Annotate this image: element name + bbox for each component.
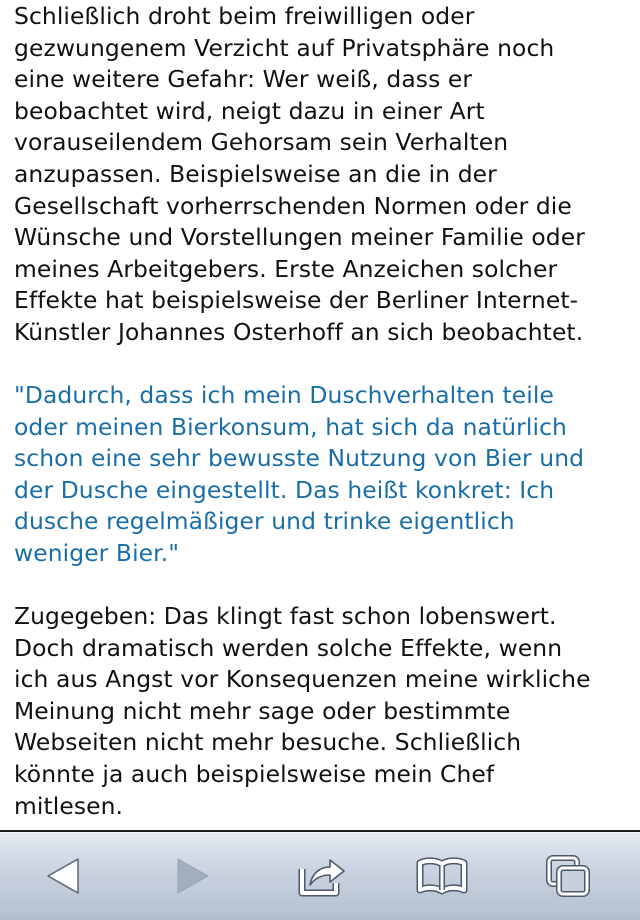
bookmarks-icon <box>414 854 470 898</box>
bookmarks-button[interactable] <box>412 848 472 904</box>
pages-button[interactable] <box>538 848 598 904</box>
article-quote: "Dadurch, dass ich mein Duschverhalten teile oder meinen Bierkonsum, hat sich da natürlich schon eine sehr bewusste Nutzung von Bier und der Dusche eingestellt. Das heißt konkret: Ich dusche regelmäßiger und trinke eigentlich weniger Bier." <box>14 381 585 567</box>
pages-icon <box>543 853 593 899</box>
share-button[interactable] <box>292 848 352 904</box>
forward-arrow-icon <box>172 854 212 898</box>
forward-button[interactable] <box>162 848 222 904</box>
back-button[interactable] <box>34 848 94 904</box>
share-icon <box>294 853 350 899</box>
back-arrow-icon <box>44 854 84 898</box>
browser-toolbar <box>0 830 640 920</box>
article-paragraph: Schließlich droht beim freiwilligen oder gezwungenem Verzicht auf Privatsphäre noch eine weitere Gefahr: Wer weiß, dass er beobachtet wird, neigt dazu in einer Art vorauseilendem Gehorsam sein Verhalten anzupassen. Beispielsweise an die in der Gesellschaft vorherrschenden Normen oder die Wünsche und Vorstellungen meiner Familie oder meines Arbeitgebers. Erste Anzeichen solcher Effekte hat beispielsweise der Berliner Internet- Künstler Johannes Osterhoff an sich beobachtet. <box>14 2 585 346</box>
article-paragraph: Zugegeben: Das klingt fast schon lobenswert. Doch dramatisch werden solche Effekte, wenn ich aus Angst vor Konsequenzen meine wirkliche Meinung nicht mehr sage oder bestimmte Webseiten nicht mehr besuche. Schließlich könnte ja auch beispielsweise mein Chef mitlesen. <box>14 602 591 820</box>
